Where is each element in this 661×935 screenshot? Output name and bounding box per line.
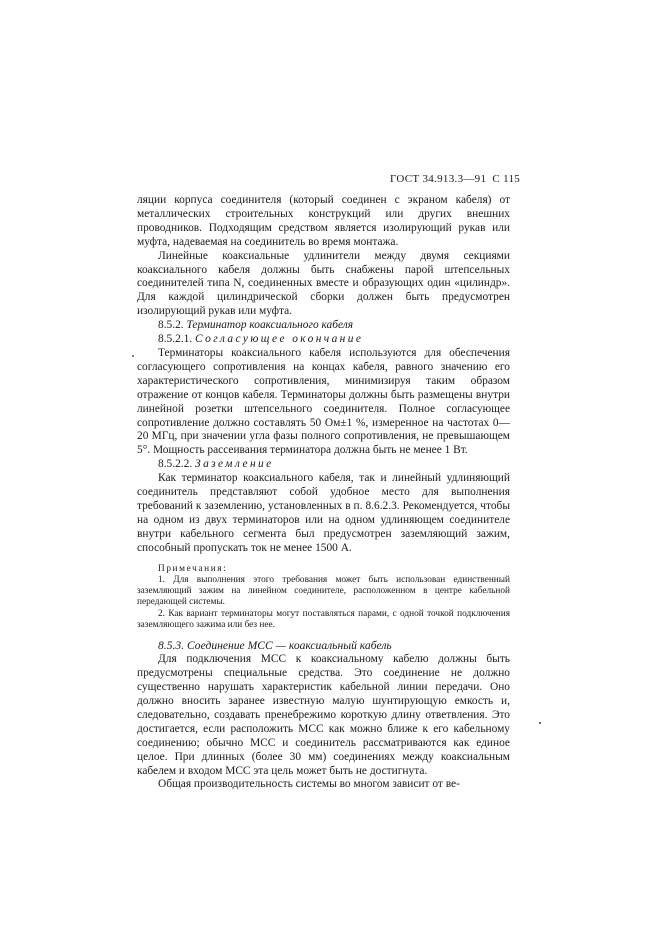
page-number: С 115: [492, 173, 521, 185]
section-heading-8-5-2-1: [137, 333, 510, 347]
section-heading-8-5-2: [137, 319, 510, 333]
note-item: 2. Как вариант терминаторы могут поставляться парами, с одной точкой подключения заземляющего зажима или без нее.: [137, 608, 510, 631]
paragraph: Линейные коаксиальные удлинители между двумя секциями коаксиального кабеля должны быть снабжены парой штепсельных соединителей типа N, соединенных вместе и образующих один «цилиндр». Для каждой цилиндрической сборки должен быть предусмотрен изолирующий рукав или муфта.: [137, 249, 510, 318]
section-number: 8.5.2.1.: [158, 333, 193, 346]
notes-block: [137, 564, 510, 632]
scan-speck: [132, 355, 134, 357]
section-title: Согласующее окончание: [195, 333, 364, 346]
note-item: 1. Для выполнения этого требования может быть использован единственный заземляющий зажим на линейном соединителе, расположенном в центре кабельной передающей системы.: [137, 574, 510, 608]
paragraph: ляции корпуса соединителя (который соединен с экраном кабеля) от металлических строительных конструкций или других внешних проводников. Подходящим средством является изолирующий рукав или муфта, надеваемая на соединитель во время монтажа.: [137, 194, 510, 248]
page-header: [390, 173, 521, 185]
paragraph: Для подключения МСС к коаксиальному кабелю должны быть предусмотрены специальные средства. Это соединение не должно существенно нарушать характеристик кабельной линии передачи. Оно должно вносить заранее известную малую шунтирующую емкость и, следовательно, создавать пренебрежимо короткую длину ответвления. Это достигается, если расположить МСС как можно ближе к его кабельному соединению; обычно МСС и соединитель рассматриваются как единое целое. При длинных (более 30 мм) соединениях между коаксиальным кабелем и входом МСС эта цель может быть не достигнута.: [137, 653, 510, 777]
notes-heading: Примечания:: [158, 563, 228, 574]
section-number: 8.5.2.: [158, 319, 184, 332]
standard-number: ГОСТ 34.913.3—91: [390, 173, 487, 185]
scan-speck: [539, 722, 541, 724]
section-heading-8-5-3: 8.5.3. Соединение МСС — коаксиальный кабель: [158, 639, 392, 653]
section-title: Терминатор коаксиального кабеля: [186, 319, 353, 332]
section-heading-8-5-2-2: [137, 458, 510, 472]
section-title: Заземление: [195, 458, 274, 471]
paragraph: Как терминатор коаксиального кабеля, так и линейный удлиняющий соединитель представляют собой удобное место для выполнения требований к заземлению, установленных в п. 8.6.2.3. Рекомендуется, чтобы на одном из двух терминаторов или на одном удлиняющем соединителе внутри кабельного сегмента был предусмотрен заземляющий зажим, способный пропускать ток не менее 1500 А.: [137, 472, 510, 554]
paragraph: Общая производительность системы во многом зависит от ве-: [158, 778, 460, 791]
document-body: [137, 194, 510, 792]
section-number: 8.5.2.2.: [158, 458, 193, 471]
paragraph: Терминаторы коаксиального кабеля используются для обеспечения согласующего сопротивления на концах кабеля, равного значению его характеристического сопротивления, минимизируя таким образом отражение от концов кабеля. Терминаторы должны быть размещены внутри линейной розетки штепсельного соединителя. Полное согласующее сопротивление должно составлять 50 Ом±1 %, измеренное на частотах 0—20 МГц, при значении угла фазы полного сопротивления, не превышающем 5°. Мощность рассеивания терминатора должна быть не менее 1 Вт.: [137, 346, 510, 457]
